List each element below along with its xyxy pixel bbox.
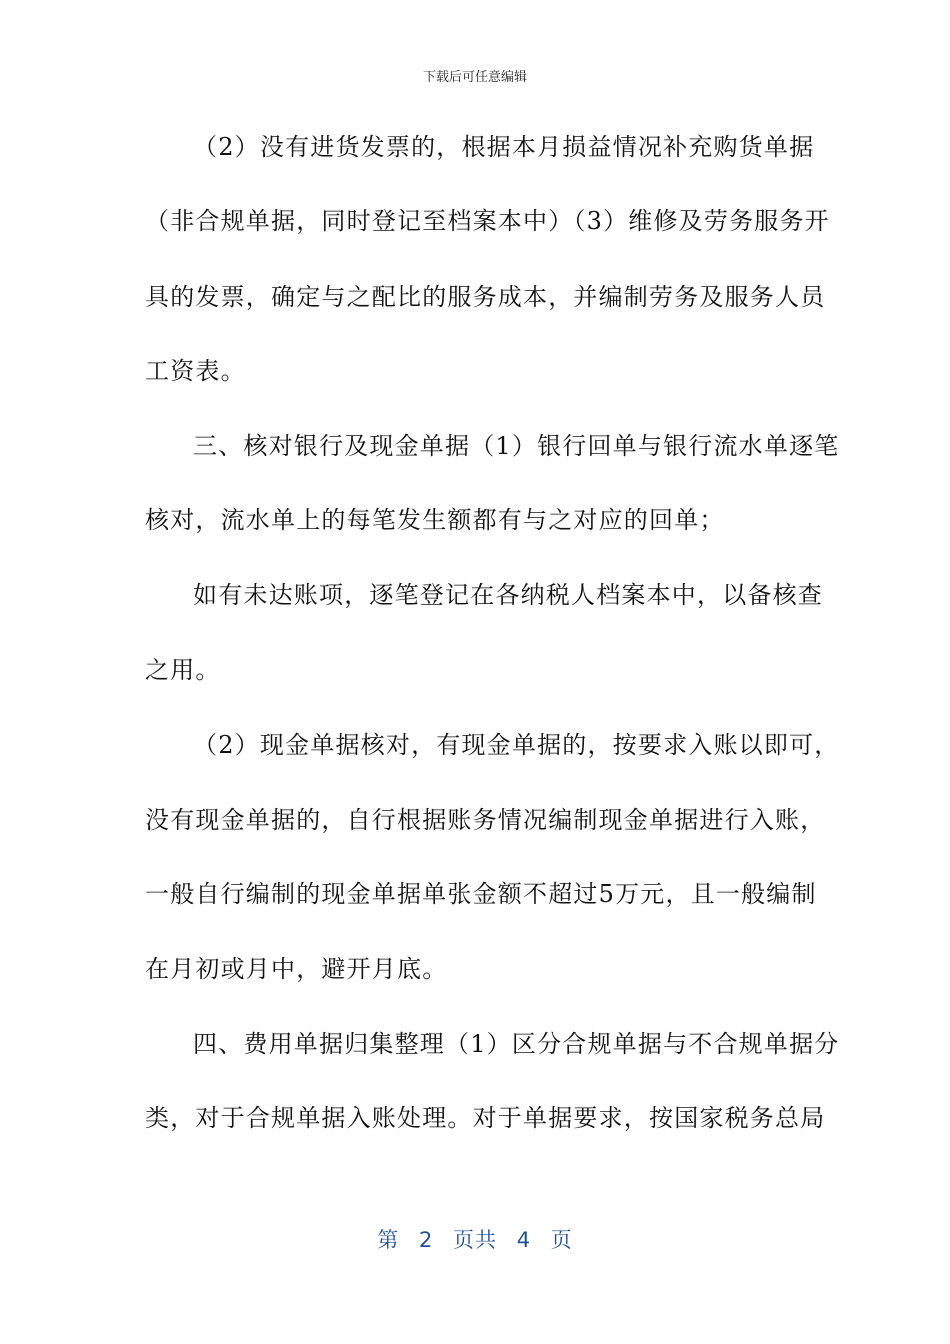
footer-label-page: 第 [377,1228,400,1252]
body-line-6: 核对，流水单上的每笔发生额都有与之对应的回单； [145,506,725,534]
page-header: 下载后可任意编辑 [422,70,527,85]
body-line-5: 三、核对银行及现金单据（1）银行回单与银行流水单逐笔 [193,432,840,460]
footer-label-end: 页 [550,1228,573,1252]
body-line-4: 工资表。 [145,357,246,385]
body-line-13: 四、费用单据归集整理（1）区分合规单据与不合规单据分 [193,1030,840,1058]
body-line-2: （非合规单据，同时登记至档案本中）（3）维修及劳务服务开 [145,207,830,235]
page-footer [0,1224,950,1254]
body-line-10: 没有现金单据的，自行根据账务情况编制现金单据进行入账， [145,806,826,834]
body-line-12: 在月初或月中，避开月底。 [145,955,448,983]
body-line-1: （2）没有进货发票的，根据本月损益情况补充购货单据 [193,133,815,161]
body-line-9: （2）现金单据核对，有现金单据的，按要求入账以即可， [193,731,840,759]
body-line-14: 类，对于合规单据入账处理。对于单据要求，按国家税务总局 [145,1104,826,1132]
body-line-11: 一般自行编制的现金单据单张金额不超过5万元，且一般编制 [145,880,817,908]
footer-label-total: 页共 [453,1228,497,1252]
body-line-8: 之用。 [145,656,221,684]
body-line-3: 具的发票，确定与之配比的服务成本，并编制劳务及服务人员 [145,283,826,311]
body-line-7: 如有未达账项，逐笔登记在各纳税人档案本中，以备核查 [193,581,823,609]
footer-current-page: 2 [418,1228,434,1252]
footer-total-pages: 4 [516,1228,532,1252]
